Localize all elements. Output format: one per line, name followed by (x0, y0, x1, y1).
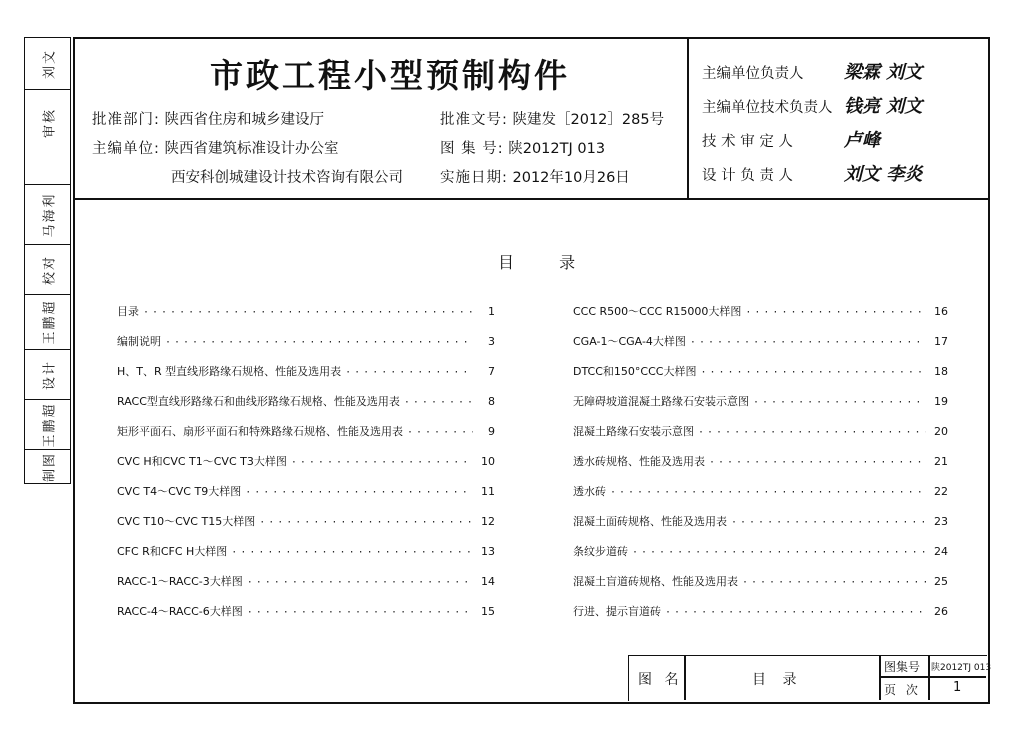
responsible-row (702, 92, 922, 118)
toc-entry-page: 11 (481, 485, 495, 498)
responsibles-block (702, 58, 982, 188)
atlas-value: 陕2012TJ 013 (931, 663, 992, 673)
editor-unit (92, 137, 339, 158)
toc-entry[interactable] (573, 304, 948, 320)
editor-unit-label: 主编单位: (92, 141, 160, 157)
toc-entry[interactable] (117, 304, 495, 320)
strip-cell-mahaili (25, 185, 70, 245)
approval-dept-value: 陕西省住房和城乡建设厅 (164, 112, 324, 128)
toc-entry[interactable] (117, 544, 495, 560)
strip-role-drafting: 制图 (42, 451, 57, 482)
toc-entry-page: 3 (488, 335, 495, 348)
toc-entry-title: H、T、R 型直线形路缘石规格、性能及选用表 (117, 365, 342, 378)
toc-leader-dots (700, 365, 926, 381)
strip-role-audit: 审核 (42, 107, 57, 138)
signature: 卢峰 (844, 130, 880, 151)
toc-entry[interactable] (573, 364, 948, 380)
toc-entry-title: CFC R和CFC H大样图 (117, 545, 228, 558)
responsible-row (702, 126, 880, 152)
page-title: 市政工程小型预制构件 (210, 56, 570, 95)
toc-leader-dots (231, 545, 473, 561)
toc-leader-dots (404, 395, 473, 411)
toc-entry-title: 混凝土路缘石安装示意图 (573, 425, 694, 438)
signature: 梁霖 刘文 (844, 62, 923, 83)
signature: 钱亮 刘文 (844, 96, 923, 117)
toc-leader-dots (753, 395, 926, 411)
strip-cell-review (25, 38, 70, 90)
toc-entry[interactable] (117, 484, 495, 500)
header-divider (73, 198, 988, 200)
approval-dept (92, 108, 324, 129)
toc-entry-title: CVC T4～CVC T9大样图 (117, 485, 242, 498)
toc-leader-dots (247, 575, 473, 591)
atlas-number-label: 图 集 号: (440, 141, 504, 157)
atlas-number-value: 陕2012TJ 013 (508, 141, 606, 157)
responsible-row (702, 160, 922, 186)
title-block-divider (928, 655, 930, 700)
toc-entry[interactable] (573, 334, 948, 350)
effective-date (440, 166, 630, 187)
toc-entry-page: 25 (934, 575, 948, 588)
toc-entry[interactable] (573, 484, 948, 500)
toc-entry[interactable] (573, 424, 948, 440)
toc-entry-page: 15 (481, 605, 495, 618)
toc-entry-page: 8 (488, 395, 495, 408)
toc-entry-page: 17 (934, 335, 948, 348)
toc-entry-page: 24 (934, 545, 948, 558)
toc-entry-title: 行进、提示盲道砖 (573, 605, 661, 618)
toc-entry[interactable] (573, 604, 948, 620)
toc-entry[interactable] (117, 394, 495, 410)
toc-entry[interactable] (117, 424, 495, 440)
toc-entry[interactable] (573, 574, 948, 590)
toc-entry[interactable] (117, 454, 495, 470)
toc-leader-dots (345, 365, 473, 381)
toc-entry-page: 23 (934, 515, 948, 528)
effective-date-value: 2012年10月26日 (512, 170, 630, 186)
approval-dept-label: 批准部门: (92, 112, 160, 128)
toc-entry-title: RACC-1～RACC-3大样图 (117, 575, 243, 588)
toc-leader-dots (709, 455, 926, 471)
toc-entry-title: RACC型直线形路缘石和曲线形路缘石规格、性能及选用表 (117, 395, 400, 408)
toc-entry-title: 无障碍坡道混凝土路缘石安装示意图 (573, 395, 749, 408)
toc-entry-page: 22 (934, 485, 948, 498)
page-value: 1 (953, 680, 962, 695)
effective-date-label: 实施日期: (440, 170, 508, 186)
toc-entry-title: CVC T10～CVC T15大样图 (117, 515, 256, 528)
toc-leader-dots (690, 335, 926, 351)
toc-entry-page: 9 (488, 425, 495, 438)
toc-entry-page: 21 (934, 455, 948, 468)
toc-leader-dots (610, 485, 926, 501)
responsible-label: 主编单位技术负责人 (702, 100, 833, 116)
approval-doc (440, 108, 664, 129)
toc-entry-title: 目录 (117, 305, 139, 318)
strip-sign-wang1: 王鹏超 (42, 299, 57, 345)
drawing-name-value: 目 录 (752, 672, 803, 688)
toc-entry-title: CCC R500～CCC R15000大样图 (573, 305, 742, 318)
signature: 刘文 李炎 (844, 164, 923, 185)
toc-entry[interactable] (573, 514, 948, 530)
page-label: 页 次 (884, 683, 921, 697)
toc-leader-dots (291, 455, 473, 471)
toc-leader-dots (731, 515, 926, 531)
toc-leader-dots (245, 485, 473, 501)
title-block-hdivider (879, 676, 986, 678)
toc-entry[interactable] (573, 544, 948, 560)
toc-entry[interactable] (573, 394, 948, 410)
strip-cell-check (25, 245, 70, 295)
toc-entry-page: 7 (488, 365, 495, 378)
title-block-divider (879, 655, 881, 700)
toc-entry-title: 矩形平面石、扇形平面石和特殊路缘石规格、性能及选用表 (117, 425, 403, 438)
toc-entry[interactable] (117, 364, 495, 380)
toc-entry-title: 混凝土面砖规格、性能及选用表 (573, 515, 727, 528)
responsible-row (702, 58, 922, 84)
strip-role-check: 校对 (42, 254, 57, 285)
toc-leader-dots (698, 425, 926, 441)
toc-entry[interactable] (117, 334, 495, 350)
toc-leader-dots (665, 605, 926, 621)
strip-cell-wang1 (25, 295, 70, 350)
toc-entry-title: CVC H和CVC T1～CVC T3大样图 (117, 455, 287, 468)
toc-entry-page: 16 (934, 305, 948, 318)
approval-doc-label: 批准文号: (440, 112, 508, 128)
toc-entry-title: RACC-4～RACC-6大样图 (117, 605, 243, 618)
toc-entry-page: 19 (934, 395, 948, 408)
toc-leader-dots (745, 305, 926, 321)
toc-heading: 目 录 (498, 253, 596, 272)
toc-entry-page: 1 (488, 305, 495, 318)
toc-entry[interactable] (117, 604, 495, 620)
strip-cell-design (25, 350, 70, 400)
editor-unit-value-2: 西安科创城建设计技术咨询有限公司 (171, 170, 403, 186)
toc-entry-page: 13 (481, 545, 495, 558)
toc-leader-dots (407, 425, 473, 441)
atlas-number (440, 137, 605, 158)
strip-cell-audit (25, 90, 70, 185)
strip-role-design: 设计 (42, 359, 57, 390)
approval-doc-value: 陕建发［2012］285号 (512, 112, 665, 128)
strip-sign-mahaili: 马海利 (42, 191, 57, 238)
toc-leader-dots (259, 515, 473, 531)
toc-entry-page: 18 (934, 365, 948, 378)
strip-cell-drafting (25, 450, 70, 483)
toc-leader-dots (247, 605, 473, 621)
signature-strip (24, 37, 71, 484)
responsible-label: 主编单位负责人 (702, 66, 804, 82)
toc-entry-page: 10 (481, 455, 495, 468)
strip-sign-liuwen: 刘文 (42, 48, 57, 79)
title-block-divider (684, 655, 686, 700)
toc-entry-title: 编制说明 (117, 335, 161, 348)
toc-entry-page: 26 (934, 605, 948, 618)
toc-entry[interactable] (117, 574, 495, 590)
drawing-name-label: 图 名 (638, 672, 683, 688)
toc-entry[interactable] (117, 514, 495, 530)
toc-leader-dots (165, 335, 473, 351)
responsible-label: 技 术 审 定 人 (702, 134, 793, 150)
toc-entry-title: 透水砖 (573, 485, 606, 498)
toc-entry-page: 20 (934, 425, 948, 438)
header-vdivider (687, 37, 689, 199)
toc-entry-title: 混凝土盲道砖规格、性能及选用表 (573, 575, 738, 588)
toc-leader-dots (742, 575, 926, 591)
atlas-label: 图集号 (884, 660, 921, 674)
editor-unit-value-1: 陕西省建筑标准设计办公室 (164, 141, 339, 157)
toc-entry-title: 透水砖规格、性能及选用表 (573, 455, 705, 468)
toc-entry-title: CGA-1～CGA-4大样图 (573, 335, 686, 348)
toc-entry-page: 14 (481, 575, 495, 588)
toc-leader-dots (632, 545, 926, 561)
toc-entry-title: DTCC和150°CCC大样图 (573, 365, 697, 378)
toc-entry-page: 12 (481, 515, 495, 528)
toc-entry[interactable] (573, 454, 948, 470)
strip-sign-wang2: 王鹏超 (42, 401, 57, 448)
toc-entry-title: 条纹步道砖 (573, 545, 628, 558)
strip-cell-wang2 (25, 400, 70, 450)
toc-leader-dots (143, 305, 473, 321)
responsible-label: 设 计 负 责 人 (702, 168, 793, 184)
